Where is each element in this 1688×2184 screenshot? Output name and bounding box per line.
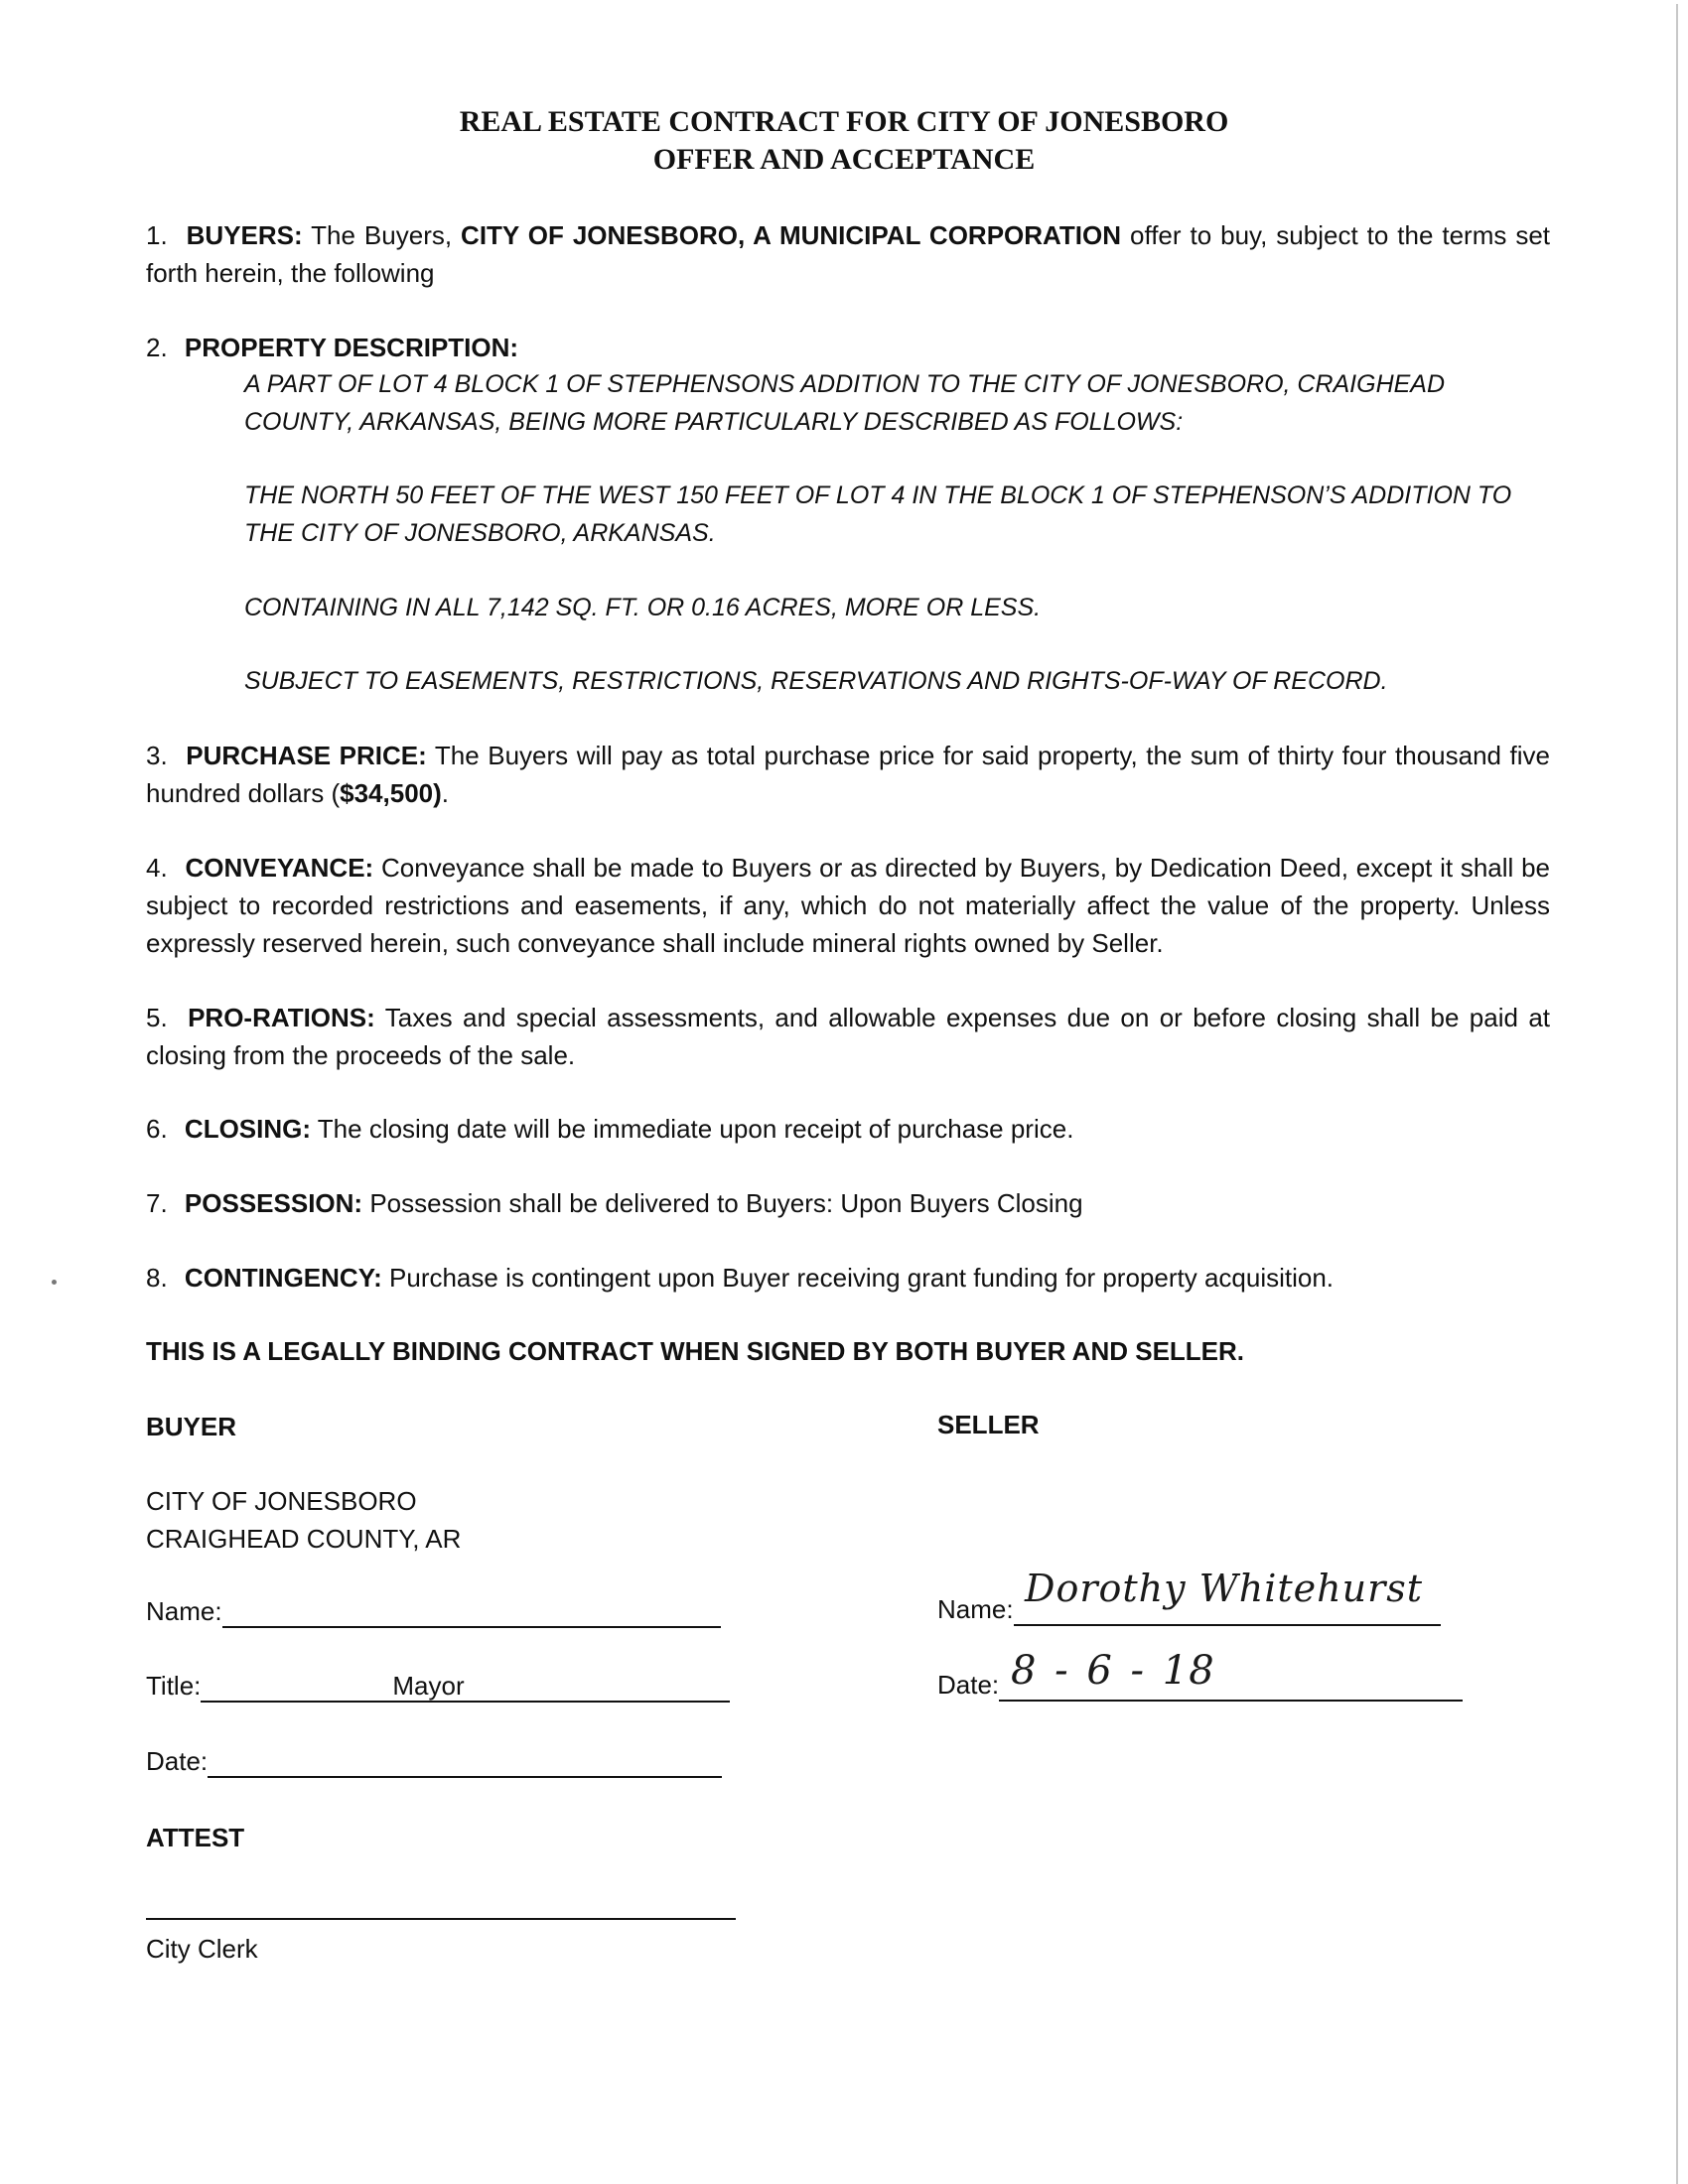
attest-heading: ATTEST	[146, 1823, 245, 1852]
buyer-heading: BUYER	[146, 1412, 237, 1441]
section-number: 4.	[146, 853, 168, 883]
section-number: 1.	[146, 220, 168, 250]
document-subtitle: OFFER AND ACCEPTANCE	[652, 143, 1036, 176]
section-buyers	[146, 216, 1550, 292]
buyer-name: CITY OF JONESBORO, A MUNICIPAL CORPORATION	[461, 220, 1122, 250]
buyer-name-line[interactable]	[222, 1598, 721, 1628]
section-purchase-price	[146, 737, 1550, 812]
section-label: POSSESSION:	[184, 1188, 363, 1218]
seller-heading: SELLER	[937, 1410, 1040, 1439]
document-title: REAL ESTATE CONTRACT FOR CITY OF JONESBORO	[459, 105, 1229, 138]
section-contingency	[146, 1259, 1550, 1297]
purchase-price-text-end: .	[441, 778, 450, 808]
section-number: 3.	[146, 741, 168, 770]
section-number: 8.	[146, 1263, 168, 1293]
scan-speck	[52, 1280, 57, 1285]
buyer-title-label: Title:	[146, 1671, 202, 1701]
buyer-name-label: Name:	[146, 1596, 222, 1626]
closing-text: The closing date will be immediate upon receipt of purchase price.	[317, 1114, 1074, 1144]
section-property-description-heading	[146, 329, 1550, 366]
section-label: PRO-RATIONS:	[188, 1003, 375, 1032]
property-description-line: SUBJECT TO EASEMENTS, RESTRICTIONS, RESERVATIONS AND RIGHTS-OF-WAY OF RECORD.	[244, 667, 1388, 695]
pro-rations-text: Taxes and special assessments, and allowable expenses due on or before closing shall be paid at closing from the proceeds of the sale.	[146, 1003, 1550, 1070]
section-pro-rations	[146, 999, 1550, 1074]
section-closing	[146, 1110, 1550, 1148]
seller-signature: Dorothy Whitehurst	[1025, 1567, 1424, 1610]
property-description-line: CONTAINING IN ALL 7,142 SQ. FT. OR 0.16 ACRES, MORE OR LESS.	[244, 594, 1042, 621]
section-number: 7.	[146, 1188, 168, 1218]
buyer-name-field[interactable]	[146, 1594, 721, 1628]
buyers-text-before: The Buyers,	[311, 220, 453, 250]
city-clerk-label: City Clerk	[146, 1934, 258, 1964]
buyer-title-value: Mayor	[392, 1671, 465, 1701]
buyer-date-label: Date:	[146, 1746, 209, 1776]
section-possession	[146, 1184, 1550, 1222]
page-edge	[1676, 4, 1678, 2184]
buyer-title-line[interactable]	[201, 1673, 730, 1703]
section-label: PURCHASE PRICE:	[186, 741, 427, 770]
possession-text: Possession shall be delivered to Buyers: Upon Buyers Closing	[369, 1188, 1083, 1218]
section-label: CLOSING:	[184, 1114, 312, 1144]
conveyance-text: Conveyance shall be made to Buyers or as directed by Buyers, by Dedication Deed, except it shall be subject to recorded restrictions and easements, if any, which do not materially affect the value of the property. Unless expressly reserved herein, such conveyance shall include mineral rights owned by Seller.	[146, 853, 1550, 958]
binding-notice: THIS IS A LEGALLY BINDING CONTRACT WHEN SIGNED BY BOTH BUYER AND SELLER.	[146, 1336, 1245, 1366]
seller-handwritten-date: 8 - 6 - 18	[1011, 1648, 1215, 1694]
section-label: BUYERS:	[186, 220, 303, 250]
purchase-price-text: The Buyers will pay as total purchase price for said property, the sum of thirty four thousand five hundred dollars (	[146, 741, 1550, 808]
property-description-line: A PART OF LOT 4 BLOCK 1 OF STEPHENSONS ADDITION TO THE CITY OF JONESBORO, CRAIGHEAD COUNTY, ARKANSAS, BEING MORE PARTICULARLY DESCRIBED AS FOLLOWS:	[244, 370, 1446, 436]
section-number: 5.	[146, 1003, 168, 1032]
buyer-org-line1: CITY OF JONESBORO	[146, 1486, 417, 1516]
buyer-date-line[interactable]	[208, 1748, 722, 1778]
section-label: CONTINGENCY:	[184, 1263, 382, 1293]
section-number: 2.	[146, 333, 168, 362]
buyers-text-after: offer to buy, subject to the terms set forth herein, the following	[146, 220, 1551, 288]
buyer-title-field[interactable]	[146, 1669, 730, 1703]
buyer-date-field[interactable]	[146, 1744, 722, 1778]
buyer-org-line2: CRAIGHEAD COUNTY, AR	[146, 1524, 462, 1554]
attest-signature-line[interactable]	[146, 1894, 736, 1920]
section-label: CONVEYANCE:	[185, 853, 374, 883]
seller-name-label: Name:	[937, 1594, 1014, 1624]
contingency-text: Purchase is contingent upon Buyer receiving grant funding for property acquisition.	[389, 1263, 1335, 1293]
section-conveyance	[146, 849, 1550, 962]
seller-date-label: Date:	[937, 1670, 1000, 1700]
property-description-line: THE NORTH 50 FEET OF THE WEST 150 FEET OF LOT 4 IN THE BLOCK 1 OF STEPHENSON’S ADDITION TO THE CITY OF JONESBORO, ARKANSAS.	[244, 481, 1512, 547]
section-label: PROPERTY DESCRIPTION:	[184, 333, 519, 362]
purchase-price-amount: $34,500)	[340, 778, 442, 808]
section-number: 6.	[146, 1114, 168, 1144]
